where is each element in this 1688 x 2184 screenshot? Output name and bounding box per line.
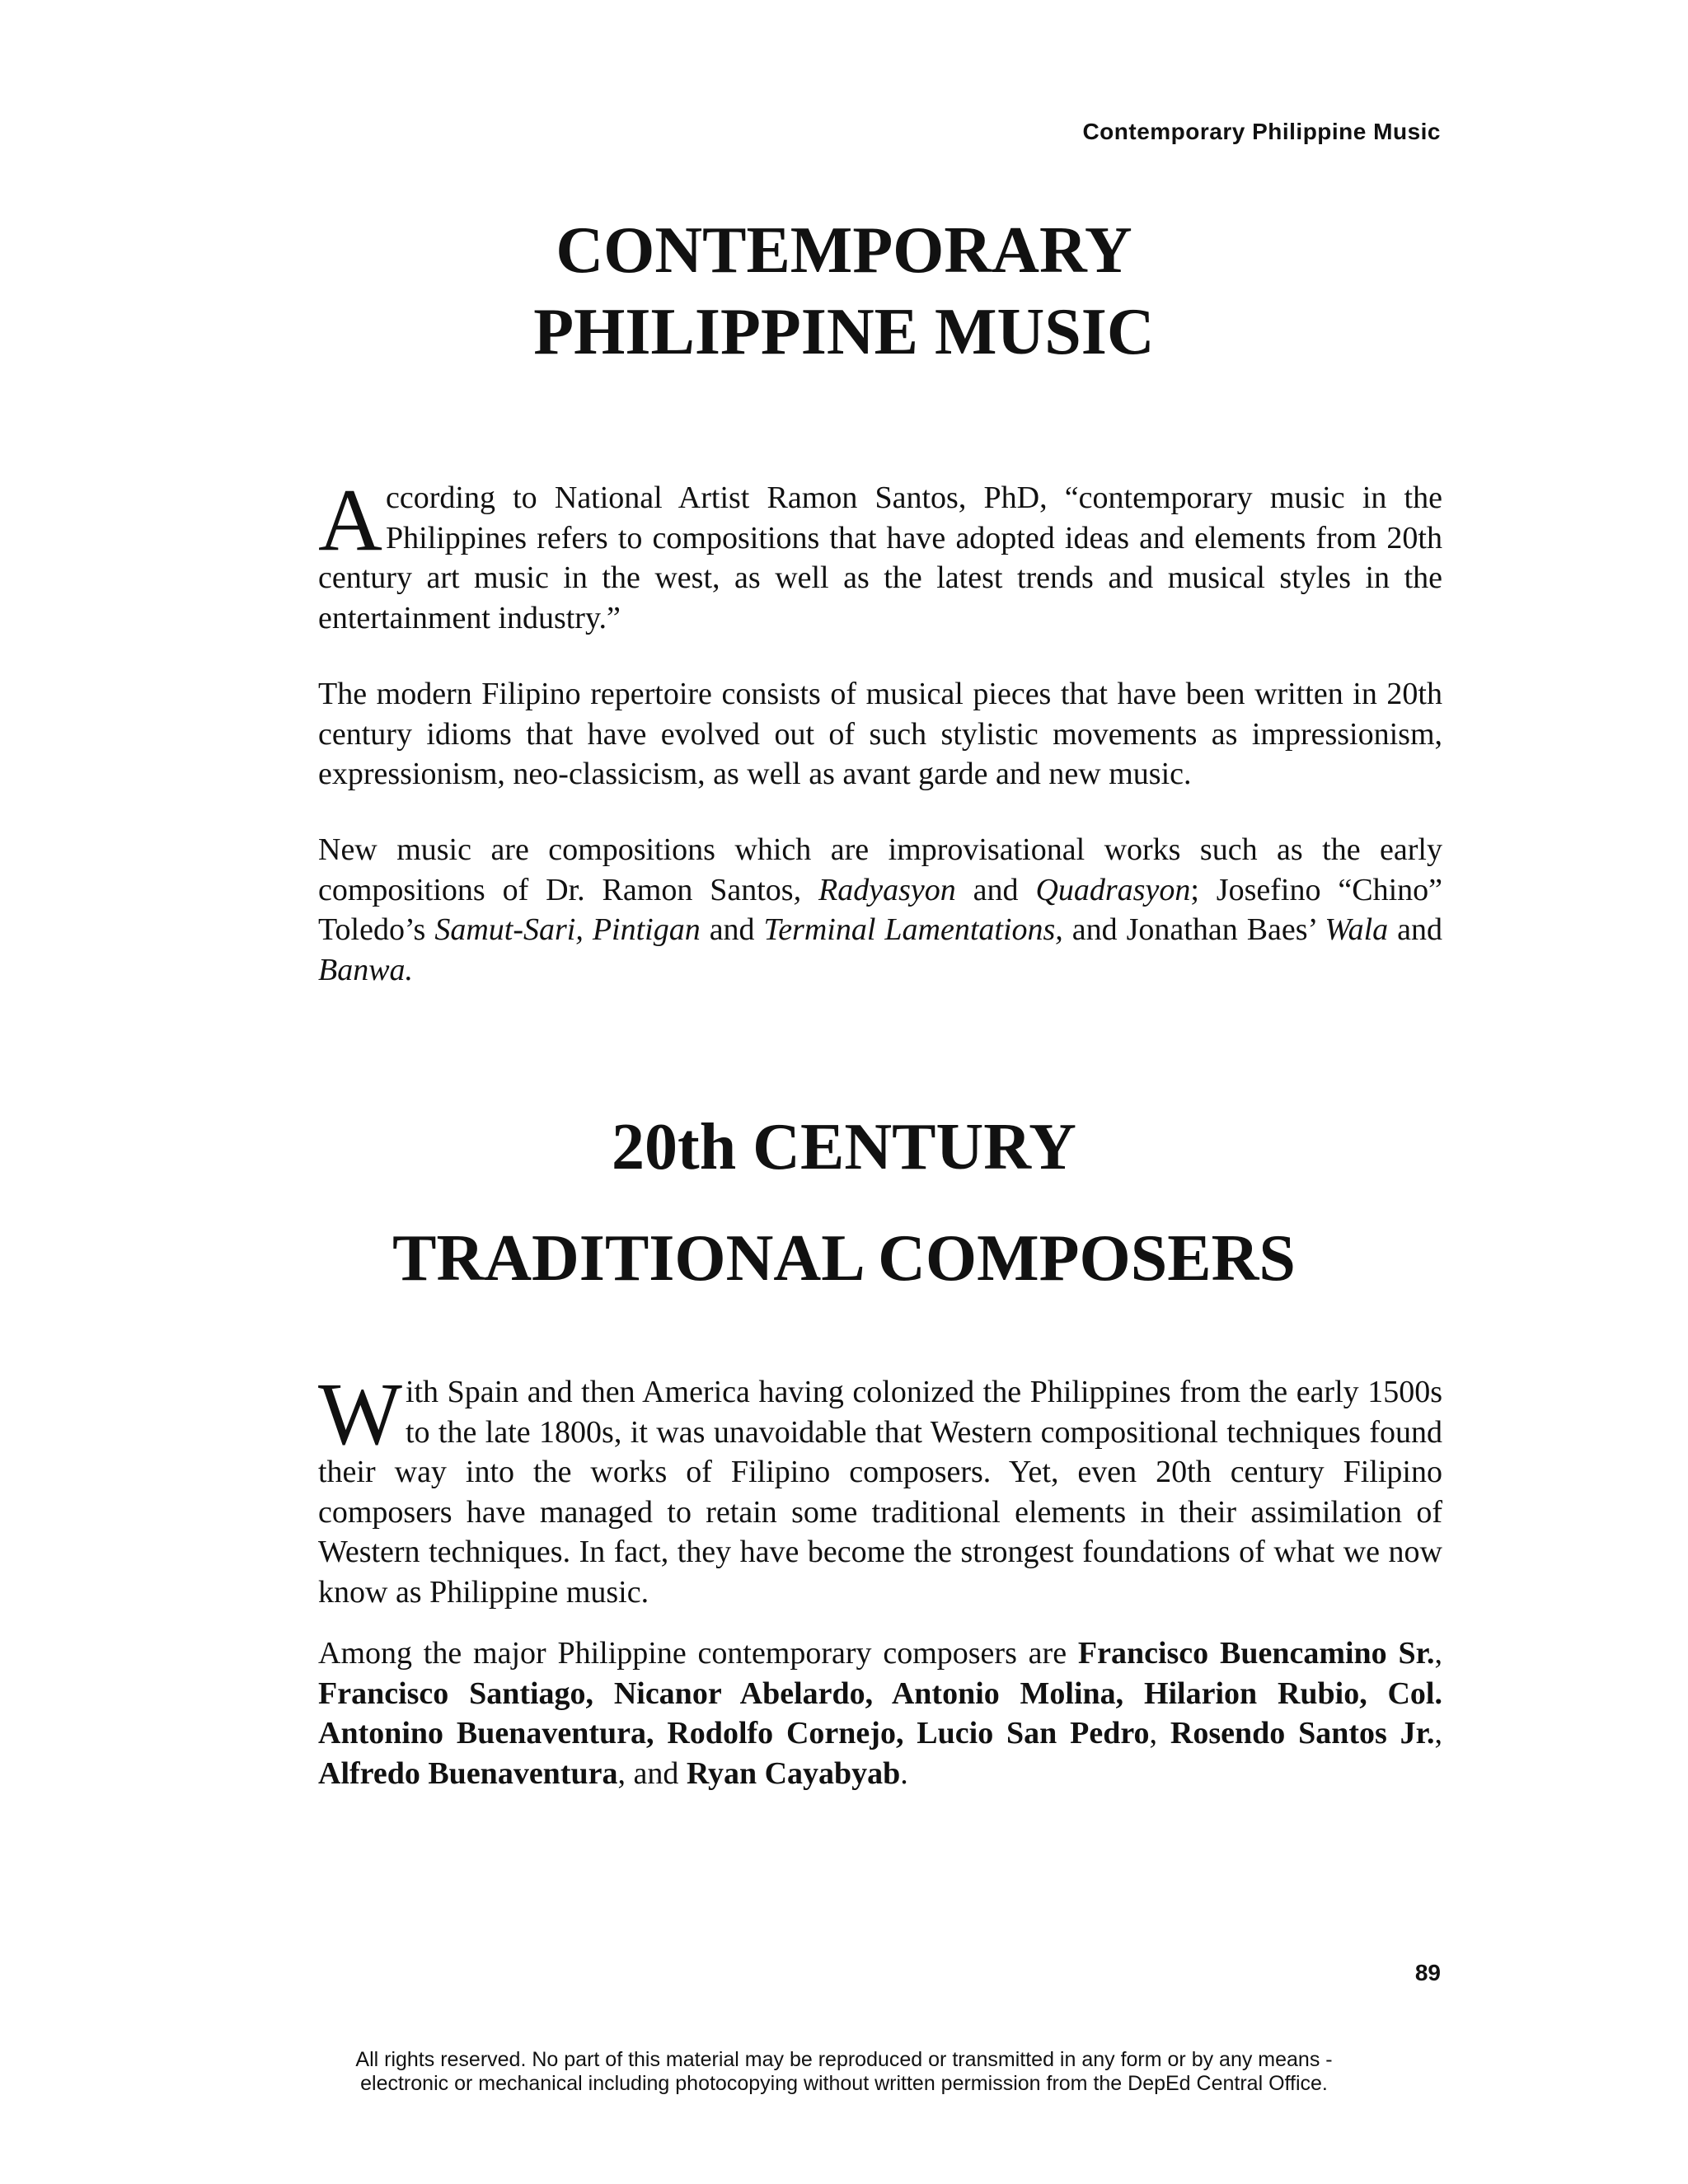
title-line: CONTEMPORARY [556,214,1132,287]
work-title: Samut-Sari, Pintigan [434,912,701,947]
text-run: ; Josefino “Chino” Toledo’s [318,872,1442,947]
composers-paragraph [318,1633,1442,1793]
title-line: 20th CENTURY [612,1111,1076,1183]
text-run: New music are compositions which are improvisational works such as the early compositions of Dr. Ramon Santos [318,832,1442,907]
text-run: Among the major Philippine contemporary composers are [318,1636,1078,1671]
text-run: and [955,872,1036,907]
composer-name: Francisco Buencamino Sr. [1077,1636,1435,1671]
composer-name: Rosendo Santos Jr. [1170,1716,1435,1750]
text-run: . [900,1755,908,1791]
footer-line: All rights reserved. No part of this material may be reproduced or transmitted in any form or by any means - [355,2048,1333,2071]
paragraph-text: ccording to National Artist Ramon Santos, PhD, “contemporary music in the Philippines refers to compositions that have adopted ideas and elements from 20th century art music in the west, as well as the latest trends and musical styles in the entertainment industry.” [318,480,1442,635]
composer-name: Ryan Cayabyab [686,1755,901,1791]
new-music-paragraph [318,830,1442,990]
work-title: Banwa. [318,952,414,987]
text-run: , [793,872,819,907]
text-run: , [1434,1716,1443,1750]
work-title: Wala [1325,912,1389,947]
section-title-contemporary [0,210,1688,373]
text-run: , and [617,1755,687,1791]
page-number: 89 [1414,1960,1441,1985]
work-title: Radyasyon [818,872,956,907]
history-paragraph [318,1366,1442,1612]
title-line: TRADITIONAL COMPOSERS [392,1222,1296,1295]
footer-line: electronic or mechanical including photocopying without written permission from the DepEd Central Office. [360,2072,1328,2095]
title-line: PHILIPPINE MUSIC [533,296,1155,368]
text-run: and [700,912,764,947]
text-run: , [1149,1716,1170,1750]
text-run: and Jonathan Baes’ [1062,912,1325,947]
work-title: Terminal Lamentations, [763,912,1063,947]
text-run: , [1434,1636,1442,1671]
drop-cap: W [318,1366,402,1464]
running-header: Contemporary Philippine Music [1082,119,1441,144]
section-title-composers [0,1092,1688,1315]
composer-name: Francisco Santiago, Nicanor Abelardo, Antonio Molina, Hilarion Rubio, Col. Antonino Buenaventura, Rodolfo Cornejo, Lucio San Pedro [318,1675,1442,1750]
intro-paragraph [318,471,1442,638]
paragraph-text: ith Spain and then America having colonized the Philippines from the early 1500s to the late 1800s, it was unavoidable that Western compositional techniques found their way into the works of Filipino composers. Yet, even 20th century Filipino composers have managed to retain some traditional elements in their assimilation of Western techniques. In fact, they have become the strongest foundations of what we now know as Philippine music. [318,1375,1442,1610]
text-run: and [1388,912,1442,947]
copyright-footer [0,2048,1688,2096]
drop-cap: A [318,471,382,569]
repertoire-paragraph: The modern Filipino repertoire consists of musical pieces that have been written in 20th century idioms that have evolved out of such stylistic movements as impressionism, expressionism, neo-classicism, as well as avant garde and new music. [318,677,1442,791]
work-title: Quadrasyon [1035,872,1191,907]
composer-name: Alfredo Buenaventura [318,1755,618,1791]
